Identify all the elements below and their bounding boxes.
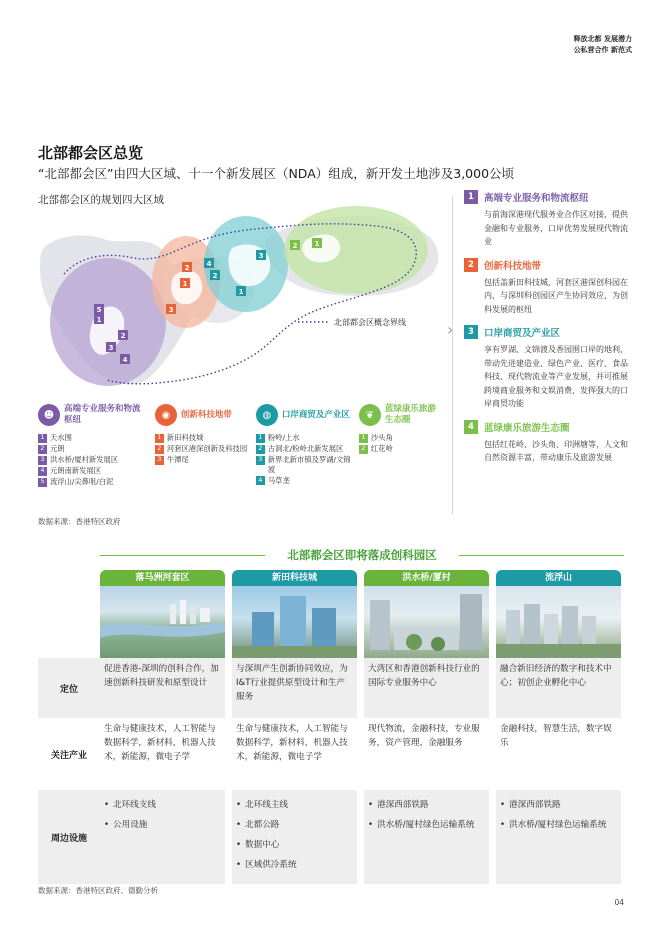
cell: 生命与健康技术，人工智能与数据科学，新材料，机器人技术，新能源，微电子学: [232, 718, 357, 790]
legend-item: 3 新界北新市镇及罗湖/文锦渡: [256, 455, 353, 474]
chevron-right-icon: ›: [447, 320, 454, 339]
park-photo-lau-fau-shan: [496, 586, 621, 658]
park-column-2: [232, 570, 357, 658]
list-item: • 港深西部铁路: [368, 800, 429, 810]
cell: 生命与健康技术，人工智能与数据科学，新材料，机器人技术，新能源，微电子学: [100, 718, 225, 790]
list-item: • 公用设施: [104, 820, 148, 830]
leaf-icon: ❦: [359, 404, 381, 426]
legend-group-title: 高端专业服务和物流枢纽: [64, 404, 141, 425]
region-list: [464, 190, 634, 474]
cell: 与深圳产生创新协同效应，为I&T行业提供原型设计和生产服务: [232, 658, 357, 718]
region-description: 包括红花岭、沙头角、印洲塘等，人文和自然资源丰富，带动康乐及旅游发展: [484, 439, 628, 462]
map-marker-r3-4: 4: [206, 260, 212, 268]
region-1: [464, 190, 634, 249]
region-description: 与前海深港现代服务业合作区对接，提供金融和专业服务，口岸优势发展现代物流业: [484, 210, 628, 246]
legend-group-title: 创新科技地带: [180, 409, 232, 420]
region-number-badge: 4: [464, 420, 478, 434]
parks-header-row: [100, 570, 628, 658]
corner-line-1: 释放北都 发展潜力: [573, 35, 632, 43]
map-marker-r2-2: 2: [184, 264, 190, 272]
park-name: 流浮山: [496, 570, 621, 586]
map-legend: [38, 402, 450, 488]
region-2: [464, 258, 634, 317]
cell: [232, 790, 357, 884]
corner-line-2: 公私营合作 新范式: [573, 46, 632, 54]
row-label: 关注产业: [38, 718, 100, 790]
parks-section-header: [100, 547, 624, 563]
region-description: 包括盖新田科技城、河套区港深创科园在内，与深圳科创园区产生协同效应，为创科发展的枢纽: [484, 277, 628, 314]
legend-item: 1 新田科技城: [155, 433, 250, 443]
list-item: • 数据中心: [236, 840, 280, 850]
legend-group-title: 口岸商贸及产业区: [281, 409, 350, 420]
parks-table: [38, 570, 628, 884]
park-column-1: [100, 570, 225, 658]
region-name: 高端专业服务和物流枢纽: [484, 193, 589, 204]
map-marker-r1-3: 3: [108, 344, 114, 352]
map-title: 北部都会区的规划四大区域: [38, 194, 164, 206]
legend-group-3: [256, 402, 353, 488]
cell: 大湾区和香港创新科技行业的国际专业服务中心: [364, 658, 489, 718]
legend-item: 2 元朗: [38, 444, 149, 454]
legend-item: 3 牛潭尾: [155, 455, 250, 465]
region-number-badge: 1: [464, 190, 478, 204]
park-name: 落马洲河套区: [100, 570, 225, 586]
park-photo-san-tin: [232, 586, 357, 658]
data-source-note: 数据来源：香港特区政府: [38, 517, 121, 526]
park-name: 新田科技城: [232, 570, 357, 586]
legend-group-4: [359, 402, 444, 488]
list-item: • 北都公路: [236, 820, 280, 830]
map-marker-r2-1: 1: [182, 280, 188, 288]
data-source-note-2: 数据来源：香港特区政府、德勤分析: [38, 886, 158, 895]
region-3: [464, 325, 634, 411]
list-item: • 洪水桥/厦村绿色运输系统: [500, 820, 607, 830]
map-marker-r1-1: 1: [96, 316, 102, 324]
row-positioning: [38, 658, 628, 718]
vertical-divider: [452, 196, 453, 514]
row-industries: [38, 718, 628, 790]
page-title: 北部都会区总览: [38, 144, 144, 162]
row-facilities: [38, 790, 628, 884]
cell: [496, 790, 621, 884]
legend-item: 4 马草垄: [256, 476, 353, 486]
map-marker-r2-3: 3: [168, 306, 174, 314]
region-name: 口岸商贸及产业区: [484, 328, 561, 339]
region-name: 创新科技地带: [484, 260, 542, 272]
park-column-4: [496, 570, 621, 658]
list-item: • 洪水桥/厦村绿色运输系统: [368, 820, 475, 830]
park-photo-hung-shui-kiu: [364, 586, 489, 658]
list-item: • 北环线主线: [236, 800, 288, 810]
page-subtitle: “北部都会区”由四大区域、十一个新发展区（NDA）组成，新开发土地涉及3,000公顷: [38, 166, 515, 181]
legend-item: 2 河套区港深创新及科技园: [155, 444, 250, 454]
region-4: [464, 420, 634, 465]
legend-item: 1 沙头角: [359, 433, 444, 443]
map-marker-r3-3: 3: [258, 252, 264, 260]
legend-item: 1 粉岭/上水: [256, 433, 353, 443]
list-item: • 北环线支线: [104, 800, 156, 810]
cell: 促进香港-深圳的创科合作，加速创新科技研发和原型设计: [100, 658, 225, 718]
legend-item: 5 流浮山/尖鼻咀/白泥: [38, 477, 149, 487]
cell: 金融科技，智慧生活，数字娱乐: [496, 718, 621, 790]
people-icon: ☻: [38, 404, 60, 426]
cell: [100, 790, 225, 884]
park-name: 洪水桥/厦村: [364, 570, 489, 586]
antenna-icon: ◉: [155, 404, 177, 426]
legend-item: 3 洪水桥/厦村新发展区: [38, 455, 149, 465]
legend-item: 2 古洞北/粉岭北新发展区: [256, 444, 353, 454]
cell: 现代物流，金融科技，专业服务，资产管理，金融服务: [364, 718, 489, 790]
map-marker-r3-1: 1: [238, 288, 244, 296]
row-label: 定位: [38, 658, 100, 718]
parks-section-title: 北部都会区即将落成创科园区: [287, 548, 437, 562]
list-item: • 区域供冷系统: [236, 860, 297, 870]
region-name: 蓝绿康乐旅游生态圈: [484, 422, 570, 434]
legend-group-1: [38, 402, 149, 488]
map-marker-r1-4: 4: [122, 356, 128, 364]
region-number-badge: 2: [464, 258, 478, 272]
cell: 融合新旧经济的数字和技术中心；初创企业孵化中心: [496, 658, 621, 718]
legend-item: 2 红花岭: [359, 444, 444, 454]
corner-header: [574, 34, 632, 56]
list-item: • 港深西部铁路: [500, 800, 561, 810]
park-column-3: [364, 570, 489, 658]
legend-group-title: 蓝绿康乐旅游生态圈: [384, 404, 436, 425]
page-number: 04: [614, 898, 624, 907]
map-marker-r1-5: 5: [96, 306, 102, 314]
park-photo-lok-ma-chau: [100, 586, 225, 658]
map-marker-r4-2: 2: [292, 242, 298, 250]
map-marker-r1-2: 2: [120, 332, 126, 340]
map-marker-r4-1: 1: [314, 240, 320, 248]
legend-item: 1 天水围: [38, 433, 149, 443]
legend-group-2: [155, 402, 250, 488]
regions-map: [36, 204, 448, 394]
row-label: 周边设施: [38, 790, 100, 884]
region-description: 享有罗湖、文锦渡及香园围口岸的地利，带动先进建造业、绿色产业、医疗、食品科技、现代物流业等产业发展，并可推展跨境商业服务和文娱消费，发挥强大的口岸商贸功能: [484, 345, 628, 408]
globe-icon: ◍: [256, 404, 278, 426]
region-number-badge: 3: [464, 325, 478, 339]
map-marker-r3-2: 2: [212, 272, 218, 280]
boundary-legend-label: 北部都会区概念界线: [334, 318, 406, 327]
legend-item: 4 元朗南新发展区: [38, 466, 149, 476]
cell: [364, 790, 489, 884]
